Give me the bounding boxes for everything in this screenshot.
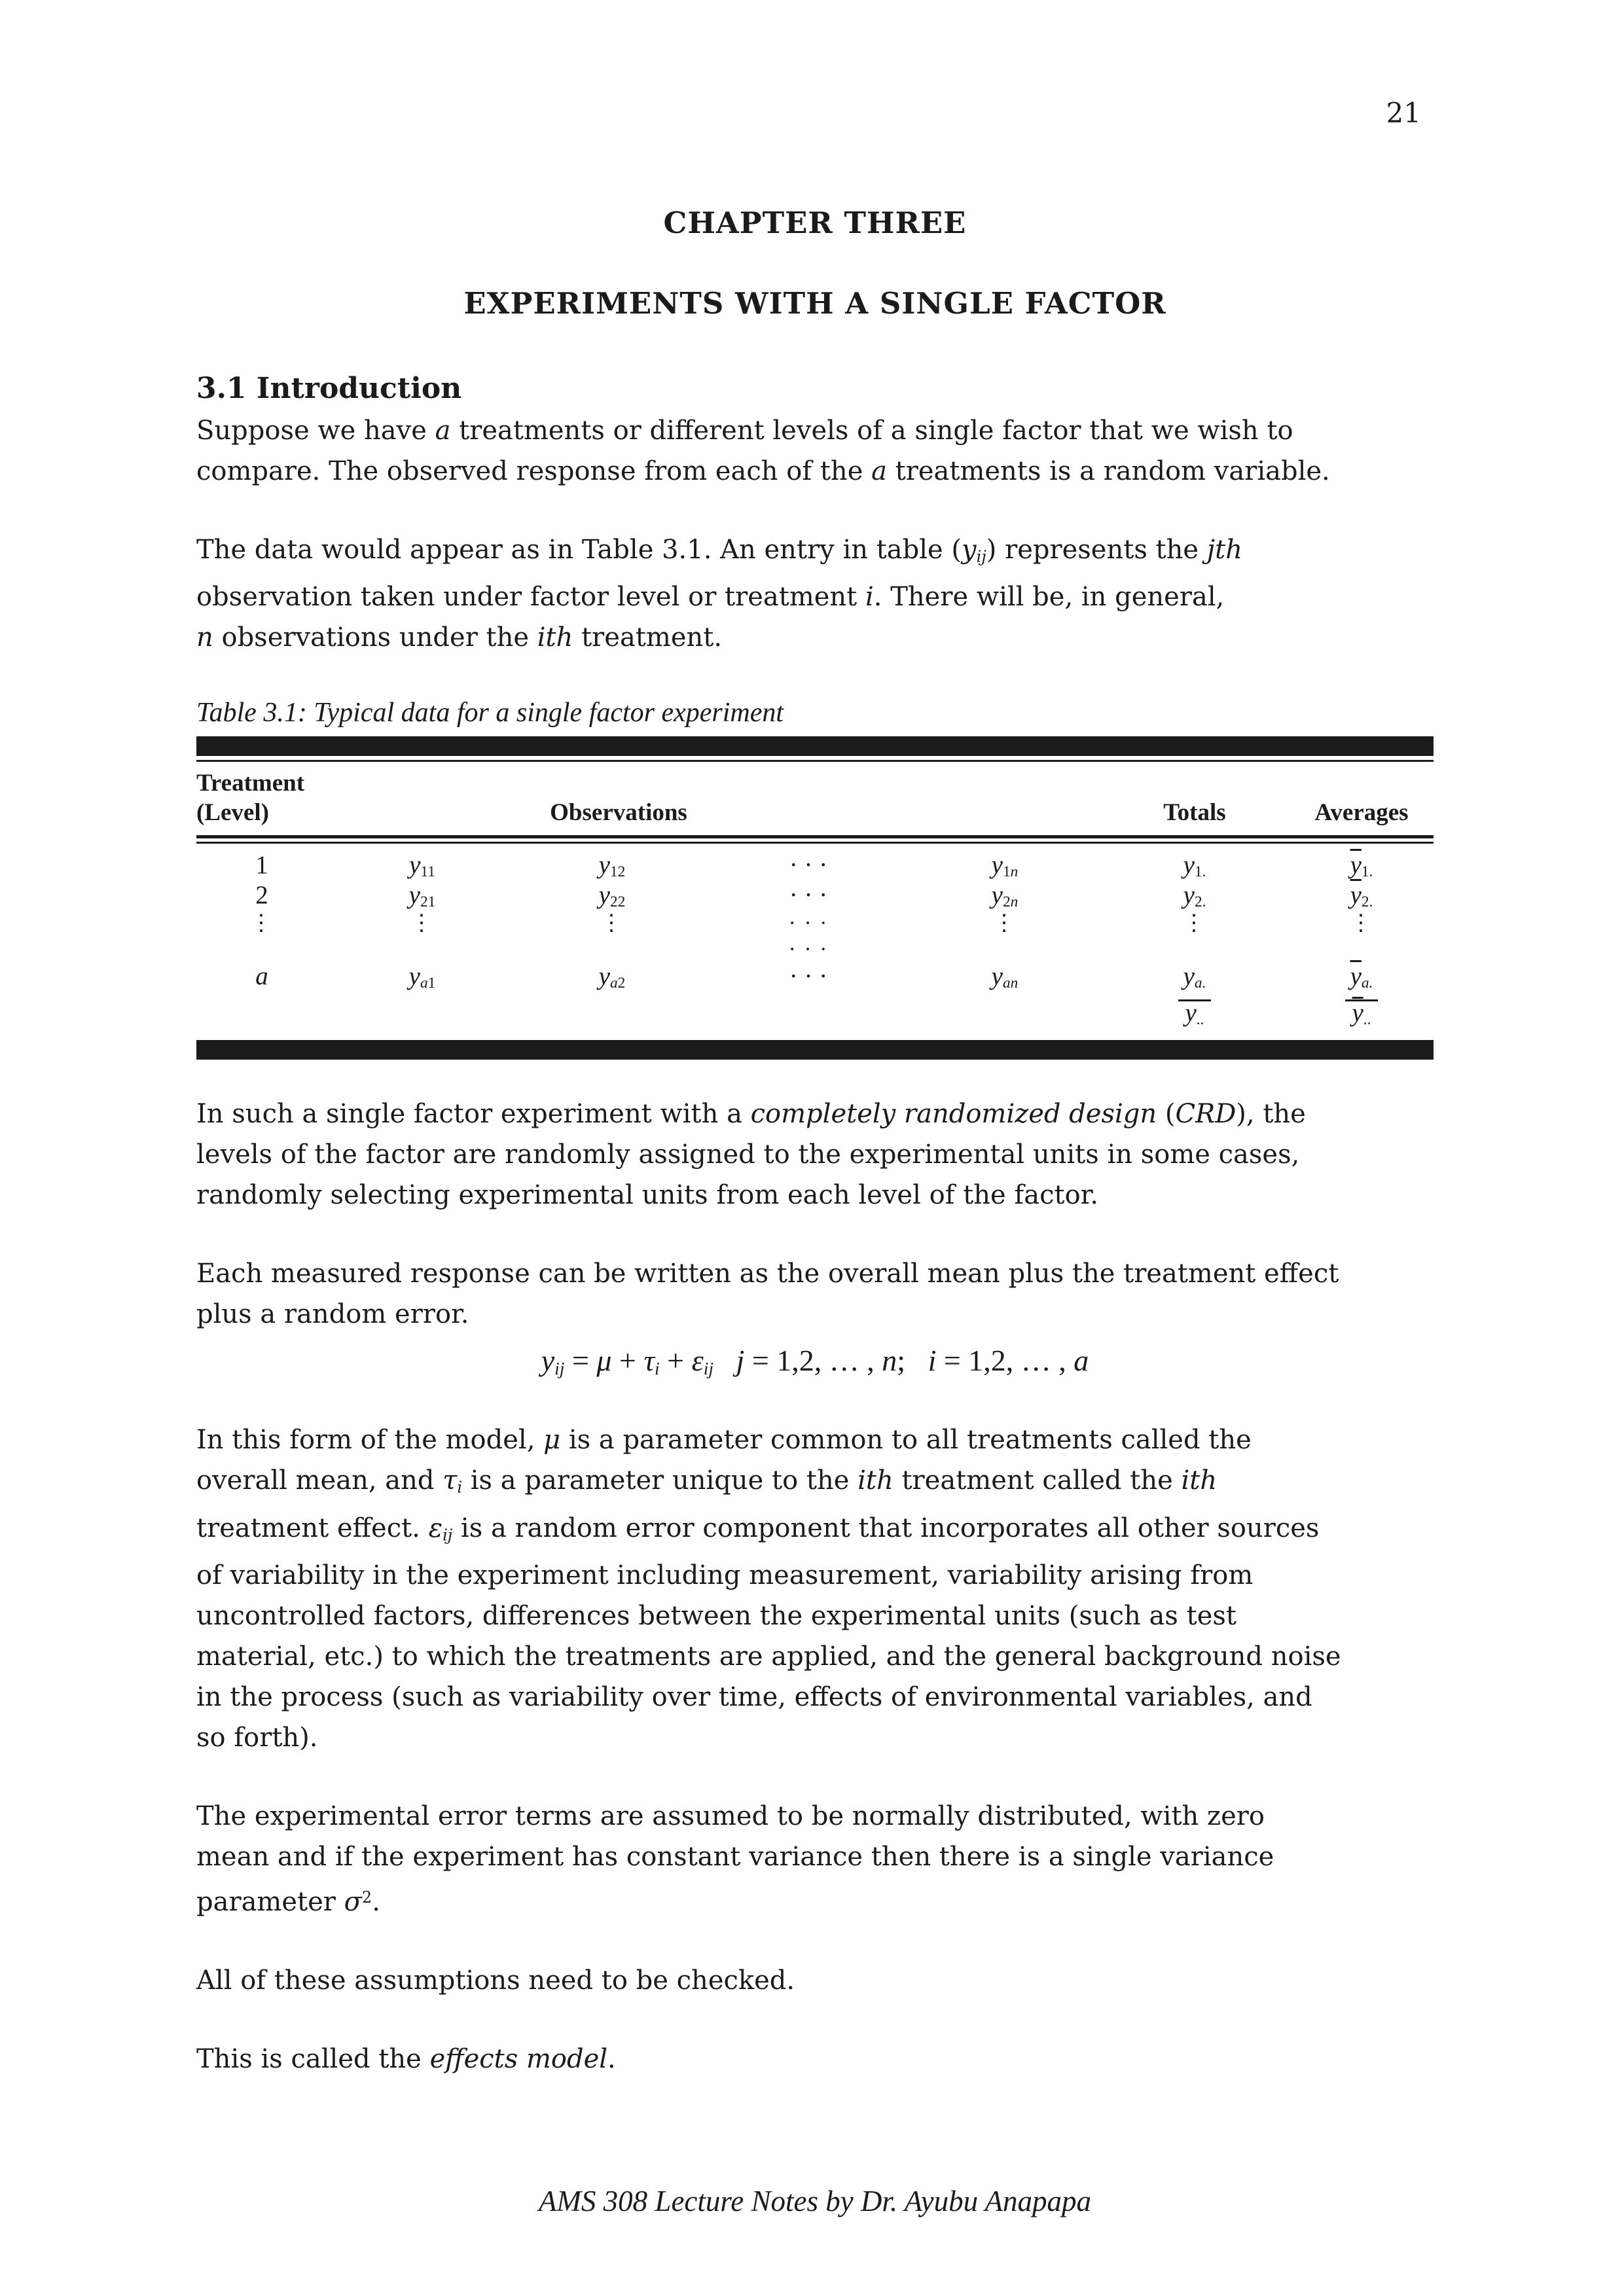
column-header-totals: Totals: [1163, 799, 1226, 827]
table-cell: ⋮: [410, 911, 434, 936]
table-cell: · · ·: [789, 962, 828, 991]
table-cell: y11: [409, 851, 435, 881]
table-cell: 1: [255, 851, 268, 880]
table-cell: [910, 998, 1100, 1028]
table-cell: y22: [598, 881, 626, 911]
paragraph-response-model: Each measured response can be written as the overall mean plus the treatment effect plus a random error.: [196, 1259, 1339, 1330]
table-row: [196, 880, 1434, 910]
table-row: [196, 961, 1434, 998]
table-cell: a: [255, 962, 268, 991]
table-cell: · · ·: [789, 881, 828, 910]
column-header-averages: Averages: [1314, 799, 1409, 827]
chapter-title: EXPERIMENTS WITH A SINGLE FACTOR: [463, 286, 1166, 321]
table-header-rule: [196, 835, 1434, 844]
chapter-heading: CHAPTER THREE: [663, 206, 967, 240]
table-cell: ya2: [598, 962, 626, 992]
table-row: [196, 998, 1434, 1032]
table-cell: y12: [598, 851, 626, 881]
paragraph-data-table-intro: The data would appear as in Table 3.1. An entry in table (yij) represents the jth observation taken under factor level or treatment i. There will be, in general, n observations under the ith treatment.: [196, 535, 1243, 653]
table-cell: y..: [1185, 999, 1204, 1029]
column-header-treatment: Treatment (Level): [196, 770, 305, 827]
table-row: [196, 910, 1434, 961]
table-cell: ⋮: [250, 911, 274, 936]
model-equation: yij = μ + τi + εij j = 1,2, … , n; i = 1,2, … , a: [541, 1344, 1089, 1379]
table-body: [196, 844, 1434, 1035]
page-number: 21: [1386, 97, 1421, 129]
paragraph-error-assumptions: The experimental error terms are assumed to be normally distributed, with zero mean and if the experiment has constant variance then there is a single variance parameter $\sigma^2$.: [196, 1801, 1274, 1917]
table-cell: · · · · · ·: [788, 911, 829, 962]
paragraph-crd: In such a single factor experiment with a completely randomized design (CRD), the levels of the factor are randomly assigned to the experimental units in some cases, randomly selecting experimental units from each level of the factor.: [196, 1099, 1306, 1211]
table-cell: ⋮: [1350, 911, 1373, 936]
table-cell: ⋮: [1183, 911, 1206, 936]
table-cell: ⋮: [993, 911, 1017, 936]
table-cell: [196, 998, 327, 1028]
table-cell: y1n: [991, 851, 1019, 881]
table-cell: ⋮: [600, 911, 624, 936]
paragraph-assumptions-check: All of these assumptions need to be checked.: [196, 1965, 795, 1996]
column-header-observations: Observations: [550, 799, 687, 827]
table-cell: y2.: [1183, 881, 1206, 911]
table-row: [196, 850, 1434, 880]
footer-note: AMS 308 Lecture Notes by Dr. Ayubu Anapapa: [538, 2184, 1092, 2217]
table-cell: 2: [255, 881, 268, 910]
table-cell: y1.: [1183, 851, 1206, 881]
table-cell: $\overline{y}a$.: [1290, 961, 1434, 1001]
table-cell: · · ·: [789, 851, 828, 880]
paragraph-effects-model: This is called the effects model.: [196, 2043, 616, 2074]
table-top-bar: [196, 736, 1434, 756]
paragraph-model-terms: In this form of the model, μ is a parameter common to all treatments called the overall mean, and τi is a parameter unique to the ith treatment called the ith treatment effect. εij is a random error component that incorporates all other sources of variability in the experiment including measurement, variability arising from uncontrolled factors, differences between the experimental units (such as test material, etc.) to which the treatments are applied, and the general background noise in the process (such as variability over time, effects of environmental variables, and so forth).: [196, 1425, 1341, 1753]
table-header-row: [196, 762, 1434, 835]
table-cell: ya.: [1100, 961, 1290, 1001]
table-cell: $\overline{y}1$.: [1350, 851, 1373, 881]
table-bottom-bar: [196, 1040, 1434, 1060]
table-cell: yan: [991, 962, 1019, 992]
table-cell: $\overline{y}$..: [1352, 999, 1371, 1029]
table-cell: y2n: [991, 881, 1019, 911]
data-table: [196, 736, 1434, 1060]
table-caption: Table 3.1: Typical data for a single factor experiment: [196, 698, 784, 728]
table-cell: $\overline{y}2$.: [1350, 881, 1373, 911]
section-heading: 3.1 Introduction: [196, 372, 462, 405]
paragraph-suppose: Suppose we have a treatments or different levels of a single factor that we wish to compare. The observed response from each of the a treatments is a random variable.: [196, 416, 1330, 486]
table-cell: y21: [408, 881, 436, 911]
table-cell: [707, 998, 910, 1028]
table-cell: ya1: [408, 962, 436, 992]
table-cell: [517, 998, 707, 1028]
table-cell: [327, 998, 517, 1028]
